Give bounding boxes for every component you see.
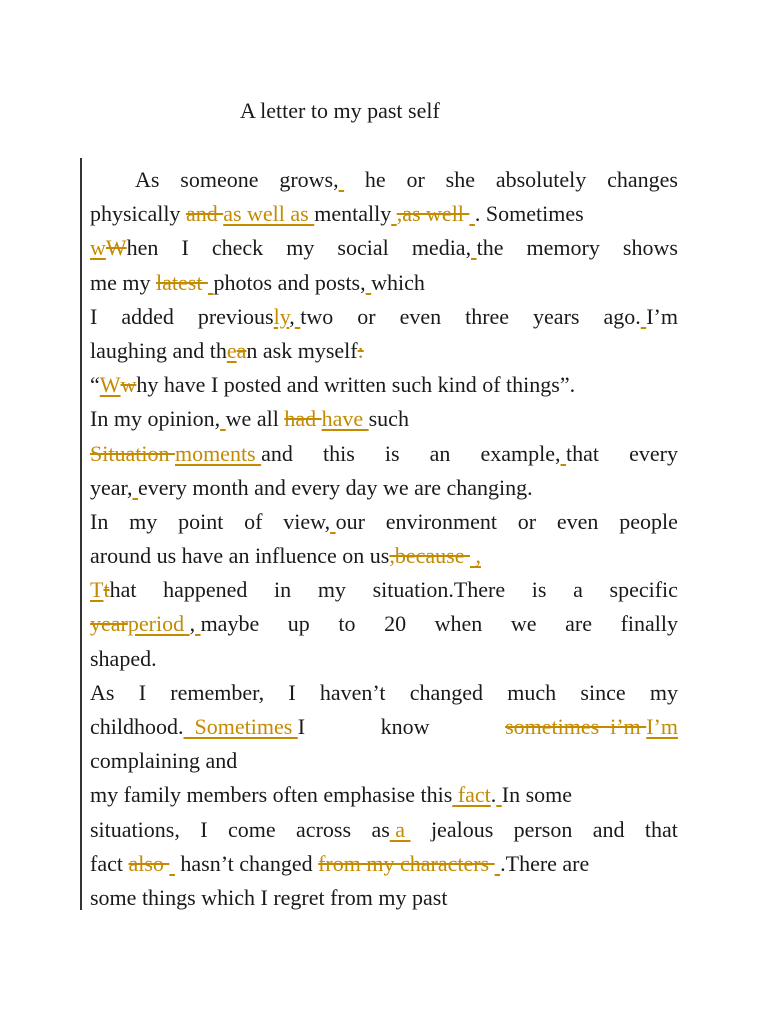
word [386, 505, 497, 539]
word [90, 813, 180, 847]
deleted-text: year [90, 611, 128, 637]
text-run: added [121, 303, 174, 329]
text-run: the [476, 235, 504, 261]
word [621, 607, 678, 641]
text-run: . [490, 782, 497, 808]
text-line [90, 607, 678, 641]
text-run: are [565, 611, 592, 637]
text-run: environment [385, 508, 497, 534]
text-run: , [189, 611, 196, 637]
text-run: year, [90, 474, 133, 500]
word [90, 676, 114, 710]
word [629, 437, 678, 471]
deleted-text: ,because [389, 543, 470, 569]
text-run: memory [526, 235, 600, 261]
tracked-changes-bar [80, 158, 82, 910]
word [139, 676, 146, 710]
deleted-text: also [128, 850, 170, 876]
inserted-text: I’m [646, 714, 678, 739]
text-run: two [300, 303, 334, 329]
text-run: As [135, 167, 160, 192]
word [129, 505, 157, 539]
inserted-text: T [90, 577, 104, 603]
text-run: or [357, 303, 376, 329]
word [435, 607, 483, 641]
word [296, 813, 351, 847]
text-run: is [531, 577, 547, 603]
text-run: some things which I regret from my past [90, 884, 448, 910]
deleted-text: t [103, 577, 110, 603]
text-line [90, 539, 678, 573]
text-run: situation.There [372, 577, 506, 603]
deleted-text: : [357, 337, 364, 363]
text-run: come [227, 816, 276, 842]
text-run: my [649, 679, 678, 705]
text-run: point [178, 508, 224, 534]
word [373, 573, 506, 607]
word [412, 231, 504, 265]
word [90, 300, 97, 334]
text-run: and [592, 816, 625, 842]
word [170, 676, 264, 710]
text-run: haven’t [319, 679, 386, 705]
text-run: I [138, 679, 147, 705]
text-run: when [434, 611, 483, 637]
text-line [90, 710, 678, 744]
text-run: people [619, 508, 678, 534]
inserted-text: e [226, 337, 237, 363]
text-run: I [181, 235, 189, 261]
inserted-text: period [127, 611, 190, 637]
text-line [90, 471, 678, 505]
text-run: is [384, 440, 400, 466]
text-run: know [380, 714, 430, 739]
word [274, 573, 291, 607]
text-run: person [513, 816, 573, 842]
word [507, 676, 556, 710]
inserted-text: Sometimes [183, 714, 298, 739]
text-run: finally [620, 611, 678, 637]
word [446, 163, 475, 197]
word [407, 163, 425, 197]
text-run: as [371, 816, 390, 842]
text-line [90, 676, 678, 710]
word [178, 505, 223, 539]
text-run: 20 [384, 611, 407, 637]
text-run: my [286, 235, 315, 261]
document-body[interactable] [90, 163, 678, 915]
word [645, 813, 678, 847]
text-run: laughing and th [90, 337, 227, 363]
word [400, 300, 442, 334]
text-run: that [566, 440, 600, 466]
text-line [90, 368, 678, 402]
text-run: situations, [90, 816, 180, 842]
text-line [90, 163, 678, 197]
text-run: a [573, 577, 583, 603]
word [430, 437, 451, 471]
word [279, 163, 344, 197]
deleted-text: w [120, 372, 137, 398]
text-run: I [90, 303, 98, 329]
text-run: she [445, 167, 475, 192]
text-run: our [335, 508, 365, 534]
text-run: my [317, 577, 346, 603]
text-run: such [368, 406, 409, 432]
word [532, 573, 547, 607]
inserted-text: fact [452, 782, 491, 808]
text-run: every month and every day we are changing. [137, 474, 533, 500]
word [288, 607, 310, 641]
text-run: my family members often emphasise this [90, 782, 453, 808]
inserted-text: , [469, 543, 481, 569]
word [121, 300, 174, 334]
word [505, 710, 678, 744]
text-run: jealous [430, 816, 494, 842]
word [198, 300, 333, 334]
word [580, 676, 625, 710]
text-line [90, 778, 678, 812]
word [518, 505, 536, 539]
inserted-text: as well as [223, 201, 315, 227]
text-run: remember, [170, 679, 265, 705]
text-run: hasn’t changed [174, 850, 319, 876]
word [283, 505, 365, 539]
word [90, 231, 158, 265]
deleted-text: latest [156, 269, 208, 295]
word [431, 813, 493, 847]
word [514, 813, 573, 847]
word [135, 163, 159, 197]
inserted-text: have [321, 406, 369, 432]
word [180, 163, 258, 197]
text-line [90, 505, 678, 539]
word [90, 710, 305, 744]
text-run: previous [197, 303, 274, 329]
text-line [90, 744, 678, 778]
text-line [90, 437, 678, 471]
text-run: my [129, 508, 158, 534]
word [337, 231, 388, 265]
text-run: even [399, 303, 442, 329]
word [623, 231, 678, 265]
inserted-text: a [389, 816, 411, 842]
deleted-text: from my characters [318, 850, 495, 876]
text-run: childhood. [90, 714, 184, 739]
text-line [90, 266, 678, 300]
text-line [90, 573, 678, 607]
word [244, 505, 262, 539]
word [200, 813, 207, 847]
text-run: to [338, 611, 356, 637]
word [228, 813, 276, 847]
deleted-text: sometimes i’m [505, 714, 647, 739]
deleted-text: Situation [90, 440, 175, 466]
text-run: view, [283, 508, 331, 534]
word [593, 813, 625, 847]
text-run: since [580, 679, 626, 705]
text-run: me my [90, 269, 156, 295]
text-run: ago. [603, 303, 641, 329]
word [318, 573, 346, 607]
text-line [90, 642, 678, 676]
deleted-text: and [185, 201, 224, 227]
word [90, 505, 108, 539]
text-run: hy have I posted and written such kind of things”. [136, 372, 576, 398]
word [410, 676, 483, 710]
word [286, 231, 314, 265]
text-line [90, 813, 678, 847]
word [323, 437, 355, 471]
text-run: and [261, 440, 293, 466]
word [533, 300, 579, 334]
text-line [90, 334, 678, 368]
deleted-text: W [105, 235, 127, 261]
text-run: this [322, 440, 355, 466]
text-run: even [556, 508, 599, 534]
inserted-text: moments [174, 440, 262, 466]
word [610, 573, 678, 607]
word [381, 710, 430, 744]
deleted-text: a [236, 337, 247, 363]
word [565, 607, 592, 641]
text-run: we [510, 611, 537, 637]
text-line [90, 847, 678, 881]
text-run: which [371, 269, 425, 295]
text-run: absolutely [495, 167, 587, 192]
text-run: much [507, 679, 557, 705]
word [212, 231, 263, 265]
text-run: example, [480, 440, 561, 466]
word [650, 676, 678, 710]
deleted-text: ,as well [396, 201, 470, 227]
text-run: someone [180, 167, 259, 192]
text-run: up [287, 611, 310, 637]
text-run: mentally [314, 201, 392, 227]
text-run: In my opinion, [90, 406, 221, 432]
word [90, 573, 136, 607]
text-run: or [517, 508, 537, 534]
word [288, 676, 295, 710]
text-run: of [244, 508, 263, 534]
inserted-text [339, 167, 345, 192]
text-line [90, 197, 678, 231]
text-run: I [297, 714, 306, 739]
text-run: .There are [500, 850, 590, 876]
text-run: check [211, 235, 264, 261]
text-run: complaining and [90, 748, 238, 774]
word [320, 676, 386, 710]
word [496, 163, 586, 197]
text-run: an [429, 440, 451, 466]
text-run: years [533, 303, 580, 329]
text-run: photos and posts, [213, 269, 366, 295]
deleted-text: had [284, 406, 322, 432]
inserted-text: ly [273, 303, 290, 329]
word [527, 231, 600, 265]
text-run: changed [409, 679, 484, 705]
text-run: social [337, 235, 389, 261]
text-line [90, 881, 678, 915]
word [385, 437, 400, 471]
word [163, 573, 247, 607]
text-line [90, 402, 678, 436]
text-run: media, [411, 235, 472, 261]
text-run: he [364, 167, 386, 192]
inserted-text: w [90, 235, 106, 261]
text-run: physically [90, 201, 186, 227]
word [338, 607, 355, 641]
text-run: around us have an influence on us [90, 543, 390, 569]
text-run: we all [225, 406, 285, 432]
text-run: specific [609, 577, 678, 603]
inserted-text: W [99, 372, 121, 398]
text-run: or [406, 167, 425, 192]
text-run: I [200, 816, 208, 842]
text-line [90, 300, 678, 334]
word [481, 437, 600, 471]
text-run: As [90, 679, 115, 705]
word [511, 607, 537, 641]
word [90, 437, 293, 471]
text-run: happened [163, 577, 248, 603]
text-run: In some [501, 782, 573, 808]
word [465, 300, 509, 334]
text-run: n ask myself [246, 337, 358, 363]
text-run: , [289, 303, 295, 329]
word [619, 505, 678, 539]
text-line [90, 231, 678, 265]
word [607, 163, 678, 197]
text-run: In [90, 508, 109, 534]
text-run: changes [607, 167, 678, 192]
text-run: across [296, 816, 352, 842]
text-run: hen [126, 235, 159, 261]
text-run: three [465, 303, 510, 329]
text-run: I’m [646, 303, 678, 329]
word [573, 573, 583, 607]
text-run: every [629, 440, 678, 466]
word [365, 163, 386, 197]
word [557, 505, 599, 539]
text-run: that [644, 816, 678, 842]
text-run: shows [622, 235, 678, 261]
text-run: I [288, 679, 296, 705]
document-title: A letter to my past self [240, 98, 440, 123]
word [603, 300, 678, 334]
text-run: maybe [200, 611, 260, 637]
text-run: hat [109, 577, 137, 603]
text-run: shaped. [90, 645, 157, 671]
word [384, 607, 406, 641]
text-run: fact [90, 850, 129, 876]
word [357, 300, 375, 334]
text-run: in [274, 577, 292, 603]
word [181, 231, 188, 265]
word [90, 607, 259, 641]
text-run: “ [90, 372, 100, 398]
text-run: grows, [279, 167, 339, 192]
word [371, 813, 410, 847]
text-run: . Sometimes [474, 201, 584, 227]
